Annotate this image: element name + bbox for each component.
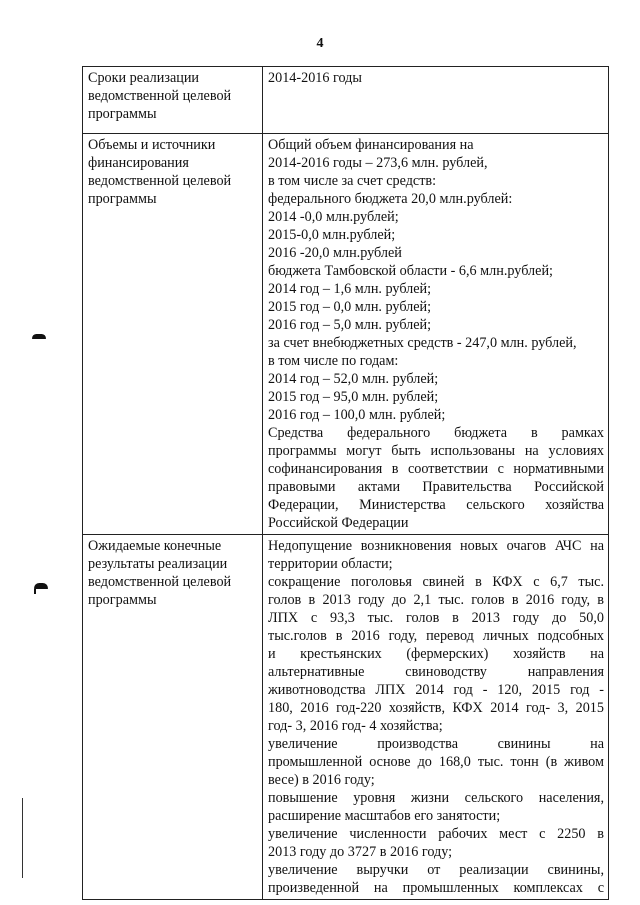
- funding-note-line: Федерации, Министерства сельского хозяйства: [268, 497, 604, 513]
- results-line: альтернативные свиноводству направления: [268, 664, 604, 680]
- results-line: повышение уровня жизни сельского населения,: [268, 790, 604, 806]
- results-line: 2013 году до 3727 в 2016 году;: [268, 844, 453, 860]
- funding-line: 2016 год – 5,0 млн. рублей;: [268, 317, 432, 333]
- funding-note-line: Средства федерального бюджета в рамках: [268, 425, 604, 441]
- results-label-line: результаты реализации: [88, 556, 228, 572]
- results-line: произведенной на промышленных комплексах с: [268, 880, 604, 896]
- funding-line: Общий объем финансирования на: [268, 137, 474, 153]
- results-label-cell: [83, 535, 263, 900]
- results-line: Недопущение возникновения новых очагов АЧС на: [268, 538, 604, 554]
- funding-line: 2014 -0,0 млн.рублей;: [268, 209, 399, 225]
- results-line: животноводства ЛПХ 2014 год - 120, 2015 год -: [268, 682, 604, 698]
- funding-note-line: программы могут быть использованы на условиях: [268, 443, 604, 459]
- results-line: сокращение поголовья свиней в КФХ с 6,7 тыс.: [268, 574, 604, 590]
- table-row-terms: [83, 67, 609, 134]
- funding-line: 2014 год – 52,0 млн. рублей;: [268, 371, 439, 387]
- results-line: увеличение численности рабочих мест с 2250 в: [268, 826, 604, 842]
- funding-line: 2014 год – 1,6 млн. рублей;: [268, 281, 432, 297]
- results-label-line: ведомственной целевой: [88, 574, 232, 590]
- funding-line: федерального бюджета 20,0 млн.рублей:: [268, 191, 513, 207]
- funding-line: бюджета Тамбовской области - 6,6 млн.рублей;: [268, 263, 553, 279]
- results-line: увеличение производства свинины на: [268, 736, 604, 752]
- funding-line: 2016 год – 100,0 млн. рублей;: [268, 407, 446, 423]
- page-number: 4: [316, 36, 324, 51]
- funding-label-line: ведомственной целевой: [88, 173, 232, 189]
- results-line: промышленной основе до 168,0 тыс. тонн (в живом: [268, 754, 604, 770]
- results-label-line: Ожидаемые конечные: [88, 538, 222, 554]
- funding-note-line: Российской Федерации: [268, 515, 409, 531]
- terms-label-cell: [83, 67, 263, 134]
- results-line: увеличение выручки от реализации свинины,: [268, 862, 604, 878]
- results-line: тыс.голов в 2016 году, перевод личных подсобных: [268, 628, 604, 644]
- funding-line: в том числе по годам:: [268, 353, 399, 369]
- scan-margin-line: [22, 798, 23, 878]
- results-line: расширение масштабов его занятости;: [268, 808, 501, 824]
- results-line: и крестьянских (фермерских) хозяйств на: [268, 646, 604, 662]
- table-row-results: [83, 535, 609, 900]
- terms-label-line: Сроки реализации: [88, 70, 200, 86]
- funding-line: 2015-0,0 млн.рублей;: [268, 227, 396, 243]
- results-line: год- 3, 2016 год- 4 хозяйства;: [268, 718, 443, 734]
- terms-value-line: 2014-2016 годы: [268, 70, 362, 86]
- funding-line: 2015 год – 0,0 млн. рублей;: [268, 299, 432, 315]
- binder-hole-mark-tail: [34, 589, 36, 594]
- terms-value-cell: [263, 67, 609, 134]
- funding-label-line: Объемы и источники: [88, 137, 216, 153]
- terms-label-line: программы: [88, 106, 157, 122]
- results-label-line: программы: [88, 592, 157, 608]
- results-line: весе) в 2016 году;: [268, 772, 375, 788]
- results-value-cell: [263, 535, 609, 900]
- funding-note-line: правовыми актами Правительства Российской: [268, 479, 604, 495]
- funding-note-line: софинансирования в соответствии с нормативными: [268, 461, 604, 477]
- funding-label-cell: [83, 134, 263, 535]
- funding-line: за счет внебюджетных средств - 247,0 млн. рублей,: [268, 335, 577, 351]
- funding-label-line: финансирования: [88, 155, 189, 171]
- program-passport-table: [82, 66, 609, 900]
- funding-label-line: программы: [88, 191, 157, 207]
- funding-line: в том числе за счет средств:: [268, 173, 437, 189]
- results-line: ЛПХ с 93,3 тыс. голов в 2013 году до 50,0: [268, 610, 604, 626]
- funding-value-cell: [263, 134, 609, 535]
- funding-line: 2014-2016 годы – 273,6 млн. рублей,: [268, 155, 488, 171]
- table-row-funding: [83, 134, 609, 535]
- results-line: 180, 2016 год-220 хозяйств, КФХ 2014 год- 3, 2015: [268, 700, 604, 716]
- binder-hole-mark: [34, 583, 48, 589]
- funding-line: 2015 год – 95,0 млн. рублей;: [268, 389, 439, 405]
- results-line: территории области;: [268, 556, 393, 572]
- funding-line: 2016 -20,0 млн.рублей: [268, 245, 402, 261]
- results-line: голов в 2013 году до 2,1 тыс. голов в 2016 году, в: [268, 592, 604, 608]
- binder-hole-mark: [32, 334, 46, 339]
- terms-label-line: ведомственной целевой: [88, 88, 232, 104]
